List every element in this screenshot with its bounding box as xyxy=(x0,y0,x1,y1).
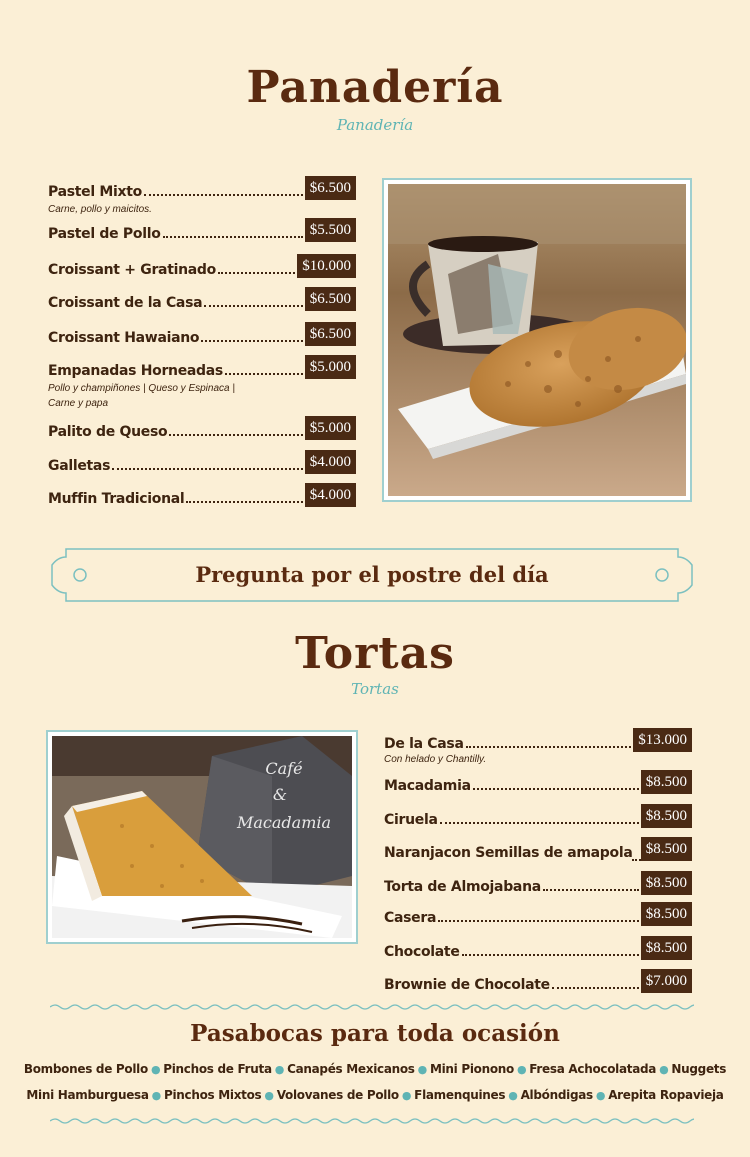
pasaboca-item: Pinchos de Fruta xyxy=(163,1062,272,1076)
item-name: Torta de Almojabana xyxy=(384,879,541,895)
dot-leader xyxy=(466,746,632,748)
cake-photo xyxy=(46,730,358,944)
bullet-icon: ● xyxy=(595,1089,606,1102)
pasaboca-item: Nuggets xyxy=(671,1062,727,1076)
pasaboca-item: Fresa Achocolatada xyxy=(529,1062,657,1076)
sign-line-3: Macadamia xyxy=(236,813,332,832)
item-name: Croissant + Gratinado xyxy=(48,262,216,278)
bullet-icon: ● xyxy=(516,1063,527,1076)
dot-leader xyxy=(169,434,302,436)
dot-leader xyxy=(543,889,639,891)
dot-leader xyxy=(204,305,302,307)
dot-leader xyxy=(163,236,303,238)
dot-leader xyxy=(112,468,303,470)
menu-item-muffin-tradicional xyxy=(48,485,356,507)
bullet-icon: ● xyxy=(659,1063,669,1076)
sign-line-2: & xyxy=(272,785,288,804)
item-price: $4.000 xyxy=(305,450,356,474)
item-name: Croissant Hawaiano xyxy=(48,330,200,346)
item-price: $8.500 xyxy=(641,770,692,794)
item-price: $8.500 xyxy=(641,936,692,960)
dot-leader xyxy=(552,987,639,989)
menu-item-casera xyxy=(384,904,692,926)
item-price: $10.000 xyxy=(297,254,356,278)
item-name: Brownie de Chocolate xyxy=(384,977,550,993)
bullet-icon: ● xyxy=(274,1063,285,1076)
dot-leader xyxy=(201,340,303,342)
dot-leader xyxy=(144,194,303,196)
cookies-coffee-illustration xyxy=(388,184,686,496)
dot-leader xyxy=(473,788,639,790)
item-name: Empanadas Horneadas xyxy=(48,363,223,379)
menu-item-croissant-de-la-casa xyxy=(48,289,356,311)
dot-leader xyxy=(438,920,639,922)
pasaboca-item: Arepita Ropavieja xyxy=(608,1088,724,1102)
item-price: $6.500 xyxy=(305,176,356,200)
pasaboca-item: Volovanes de Pollo xyxy=(276,1088,399,1102)
pasaboca-item: Flamenquines xyxy=(414,1088,506,1102)
menu-item-naranja xyxy=(384,839,692,861)
item-description: Con helado y Chantilly. xyxy=(384,754,487,765)
pasaboca-item: Mini Pionono xyxy=(429,1062,514,1076)
item-name: De la Casa xyxy=(384,736,464,752)
cookies-coffee-photo xyxy=(382,178,692,502)
item-name: Galletas xyxy=(48,458,111,474)
bullet-icon: ● xyxy=(508,1089,518,1102)
item-name: Naranja xyxy=(384,845,444,861)
menu-item-torta-de-almojabana xyxy=(384,873,692,895)
bullet-icon: ● xyxy=(417,1063,427,1076)
menu-item-brownie-de-chocolate xyxy=(384,971,692,993)
menu-item-pastel-de-pollo xyxy=(48,220,356,242)
dot-leader xyxy=(440,822,639,824)
pasaboca-item: Canapés Mexicanos xyxy=(287,1062,415,1076)
item-price: $5.000 xyxy=(305,355,356,379)
menu-item-macadamia xyxy=(384,772,692,794)
item-description xyxy=(48,381,235,411)
dot-leader xyxy=(225,373,303,375)
item-price: $4.000 xyxy=(305,483,356,507)
item-description-line: Carne y papa xyxy=(48,398,109,409)
tortas-subtitle: Tortas xyxy=(351,680,399,698)
item-name: Muffin Tradicional xyxy=(48,491,185,507)
wavy-divider-top xyxy=(50,1003,694,1011)
item-name: Pastel Mixto xyxy=(48,184,142,200)
item-name: Pastel de Pollo xyxy=(48,226,161,242)
pasaboca-item: Bombones de Pollo xyxy=(23,1062,148,1076)
menu-item-croissant-hawaiano xyxy=(48,324,356,346)
menu-item-galletas xyxy=(48,452,356,474)
item-price: $6.500 xyxy=(305,322,356,346)
dot-leader xyxy=(218,272,295,274)
item-name: Macadamia xyxy=(384,778,471,794)
menu-item-palito-de-queso xyxy=(48,418,356,440)
tortas-title: Tortas xyxy=(295,628,455,679)
menu-item-chocolate xyxy=(384,938,692,960)
pasaboca-item: Albóndigas xyxy=(520,1088,593,1102)
item-price: $7.000 xyxy=(641,969,692,993)
pasabocas-line-1 xyxy=(0,1062,750,1076)
menu-item-ciruela xyxy=(384,806,692,828)
wavy-divider-bottom xyxy=(50,1117,694,1125)
item-price: $5.500 xyxy=(305,218,356,242)
item-name: Ciruela xyxy=(384,812,438,828)
item-name: Palito de Queso xyxy=(48,424,168,440)
bullet-icon: ● xyxy=(151,1089,161,1102)
pasaboca-item: Mini Hamburguesa xyxy=(26,1088,149,1102)
item-name: Chocolate xyxy=(384,944,460,960)
item-price: $13.000 xyxy=(633,728,692,752)
panaderia-subtitle: Panadería xyxy=(336,116,414,134)
cake-illustration xyxy=(52,736,352,938)
menu-item-empanadas-horneadas xyxy=(48,357,356,379)
dot-leader xyxy=(632,859,640,861)
item-price: $8.500 xyxy=(641,837,692,861)
item-name-extra: con Semillas de amapola xyxy=(443,845,633,861)
pasabocas-title: Pasabocas para toda ocasión xyxy=(190,1020,560,1047)
bullet-icon: ● xyxy=(150,1063,161,1076)
panaderia-title: Panadería xyxy=(246,62,504,113)
item-price: $6.500 xyxy=(305,287,356,311)
menu-item-de-la-casa xyxy=(384,730,692,752)
pasaboca-item: Pinchos Mixtos xyxy=(163,1088,262,1102)
bullet-icon: ● xyxy=(401,1089,412,1102)
menu-item-croissant-gratinado xyxy=(48,256,356,278)
item-description-line: Pollo y champiñones | Queso y Espinaca | xyxy=(48,383,235,394)
dot-leader xyxy=(462,954,639,956)
item-description: Carne, pollo y maicitos. xyxy=(48,204,152,215)
item-price: $8.500 xyxy=(641,804,692,828)
item-name: Croissant de la Casa xyxy=(48,295,203,311)
sign-line-1: Café xyxy=(265,759,303,778)
pasabocas-line-2 xyxy=(0,1088,750,1102)
item-name: Casera xyxy=(384,910,437,926)
menu-item-pastel-mixto xyxy=(48,178,356,200)
item-price: $5.000 xyxy=(305,416,356,440)
item-price: $8.500 xyxy=(641,902,692,926)
dot-leader xyxy=(186,501,302,503)
bullet-icon: ● xyxy=(264,1089,274,1102)
banner-text: Pregunta por el postre del día xyxy=(195,562,549,587)
item-price: $8.500 xyxy=(641,871,692,895)
